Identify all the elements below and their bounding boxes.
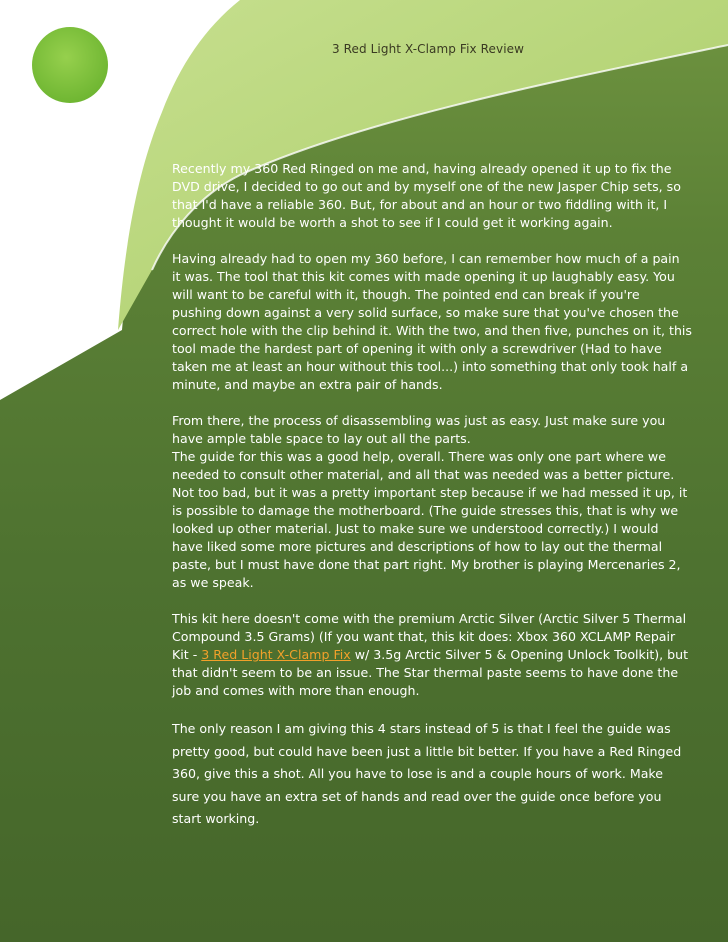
paragraph-3: From there, the process of disassembling was just as easy. Just make sure you have ample table space to lay out all the parts.: [172, 413, 666, 446]
document-title: 3 Red Light X-Clamp Fix Review: [331, 42, 525, 56]
paragraph-1: Recently my 360 Red Ringed on me and, having already opened it up to fix the DVD drive, I decided to go out and by myself one of the new Jasper Chip sets, so that I'd have a reliable 360. But, for about and an hour or two fiddling with it, I thought it would be worth a shot to see if I could get it working again.: [172, 161, 681, 230]
paragraph-5-text-end: w/ 3.5g Arctic Silver 5 & Opening Unlock Toolkit), but that didn't seem to be an issue. The Star thermal paste seems to have done the job and comes with more than enough.: [172, 647, 689, 698]
product-link[interactable]: 3 Red Light X-Clamp Fix: [201, 647, 351, 662]
green-circle-icon: [32, 27, 108, 103]
paragraph-2: Having already had to open my 360 before, I can remember how much of a pain it was. The tool that this kit comes with made opening it up laughably easy. You will want to be careful with it, though. The pointed end can break if you're pushing down against a very solid surface, so make sure that you've chosen the correct hole with the clip behind it. With the two, and then five, punches on it, this tool made the hardest part of opening it with only a screwdriver (Had to have taken me at least an hour without this tool...) into something that only took half a minute, and maybe an extra pair of hands.: [172, 251, 692, 392]
document-body: [172, 160, 692, 849]
paragraph-5-text-start: This kit here doesn't come with the premium Arctic Silver (Arctic Silver 5 Thermal Compound 3.5 Grams) (If you want that, this kit does: Xbox 360 XCLAMP Repair Kit -: [172, 611, 687, 662]
paragraph-5: [172, 610, 692, 700]
paragraph-6: The only reason I am giving this 4 stars instead of 5 is that I feel the guide was pretty good, but could have been just a little bit better. If you have a Red Ringed 360, give this a shot. All you have to lose is and a couple hours of work. Make sure you have an extra set of hands and read over the guide once before you start working.: [172, 721, 682, 826]
paragraph-4: The guide for this was a good help, overall. There was only one part where we needed to consult other material, and all that was needed was a better picture. Not too bad, but it was a pretty important step because if we had messed it up, it is possible to damage the motherboard. (The guide stresses this, that is why we looked up other material. Just to make sure we understood correctly.) I would have liked some more pictures and descriptions of how to lay out the thermal paste, but I must have done that part right. My brother is playing Mercenaries 2, as we speak.: [172, 449, 688, 590]
